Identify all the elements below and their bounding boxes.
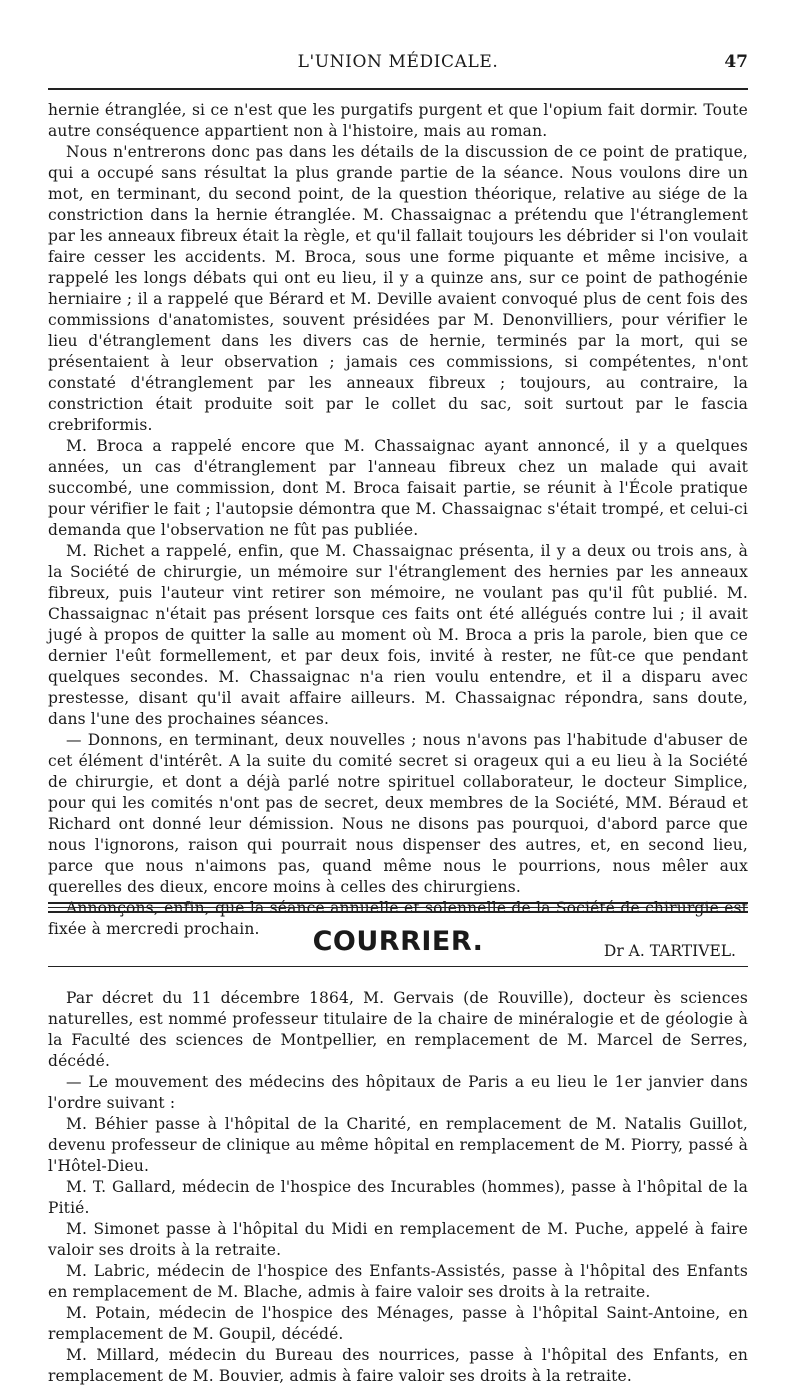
article-paragraph: hernie étranglée, si ce n'est que les purgatifs purgent et que l'opium fait dormir. Toute autre conséquence appartient non à l'histoire, mais au roman. [48, 101, 748, 140]
courrier-paragraph: M. T. Gallard, médecin de l'hospice des Incurables (hommes), passe à l'hôpital de la Pitié. [48, 1178, 748, 1217]
courrier-rule [48, 966, 748, 967]
page-header [48, 50, 748, 80]
courrier-heading: COURRIER. [312, 926, 484, 957]
article-section [48, 100, 748, 960]
courrier-paragraph: — Le mouvement des médecins des hôpitaux de Paris a eu lieu le 1er janvier dans l'ordre suivant : [48, 1073, 748, 1112]
header-rule [48, 88, 748, 90]
article-paragraph: M. Richet a rappelé, enfin, que M. Chassaignac présenta, il y a deux ou trois ans, à la Société de chirurgie, un mémoire sur l'étranglement des hernies par les anneaux fibreux, puis l'auteur vint retirer son mémoire, ne voulant pas qu'il fût publié. M. Chassaignac n'était pas présent lorsque ces faits ont été allégués contre lui ; il avait jugé à propos de quitter la salle au moment où M. Broca a pris la parole, bien que ce dernier l'eût formellement, et par deux fois, invité à rester, ne fût-ce que pendant quelques secondes. M. Chassaignac n'a rien voulu entendre, et il a disparu avec prestesse, disant qu'il avait affaire ailleurs. M. Chassaignac répondra, sans doute, dans l'une des prochaines séances. [48, 542, 748, 728]
author-signature: Dr A. TARTIVEL. [603, 942, 736, 960]
courrier-paragraph: M. Béhier passe à l'hôpital de la Charité, en remplacement de M. Natalis Guillot, devenu professeur de clinique au même hôpital en remplacement de M. Piorry, passé à l'Hôtel-Dieu. [48, 1115, 748, 1175]
article-paragraph: Nous n'entrerons donc pas dans les détails de la discussion de ce point de pratique, qui a occupé sans résultat la plus grande partie de la séance. Nous voulons dire un mot, en terminant, du second point, de la question théorique, relative au siége de la constriction dans la hernie étranglée. M. Chassaignac a prétendu que l'étranglement par les anneaux fibreux était la règle, et qu'il fallait toujours les débrider si l'on voulait faire cesser les accidents. M. Broca, sous une forme piquante et même incisive, a rappelé les longs débats qui ont eu lieu, il y a quinze ans, sur ce point de pathogénie herniaire ; il a rappelé que Bérard et M. Deville avaient convoqué plus de cent fois des commissions d'anatomistes, souvent présidées par M. Denonvilliers, pour vérifier le lieu d'étranglement dans les divers cas de hernie, terminés par la mort, qui se présentaient à leur observation ; jamais ces commissions, si compétentes, n'ont constaté d'étranglement par les anneaux fibreux ; toujours, au contraire, la constriction était produite soit par le collet du sac, soit surtout par le fascia crebriformis. [48, 143, 748, 434]
courrier-paragraph: M. Labric, médecin de l'hospice des Enfants-Assistés, passe à l'hôpital des Enfants en remplacement de M. Blache, admis à faire valoir ses droits à la retraite. [48, 1262, 748, 1301]
page-number: 47 [724, 52, 748, 72]
courrier-paragraph: Par décret du 11 décembre 1864, M. Gervais (de Rouville), docteur ès sciences naturelles, est nommé professeur titulaire de la chaire de minéralogie et de géologie à la Faculté des sciences de Montpellier, en remplacement de M. Marcel de Serres, décédé. [48, 989, 748, 1070]
section-separator [48, 902, 748, 913]
courrier-paragraph: M. Potain, médecin de l'hospice des Ménages, passe à l'hôpital Saint-Antoine, en remplacement de M. Goupil, décédé. [48, 1304, 748, 1343]
courrier-section [48, 988, 748, 1387]
running-title: L'UNION MÉDICALE. [297, 52, 499, 72]
courrier-paragraph: M. Millard, médecin du Bureau des nourrices, passe à l'hôpital des Enfants, en remplacement de M. Bouvier, admis à faire valoir ses droits à la retraite. [48, 1346, 748, 1385]
article-paragraph: — Donnons, en terminant, deux nouvelles ; nous n'avons pas l'habitude d'abuser de cet élément d'intérêt. A la suite du comité secret si orageux qui a eu lieu à la Société de chirurgie, et dont a déjà parlé notre spirituel collaborateur, le docteur Simplice, pour qui les comités n'ont pas de secret, deux membres de la Société, MM. Béraud et Richard ont donné leur démission. Nous ne disons pas pourquoi, d'abord parce que nous l'ignorons, raison qui pourrait nous dispenser des autres, et, en second lieu, parce que nous n'aimons pas, quand même nous le pourrions, nous mêler aux querelles des dieux, encore moins à celles des chirurgiens. [48, 731, 748, 896]
article-paragraph: M. Broca a rappelé encore que M. Chassaignac ayant annoncé, il y a quelques années, un cas d'étranglement par l'anneau fibreux chez un malade qui avait succombé, une commission, dont M. Broca faisait partie, se réunit à l'École pratique pour vérifier le fait ; l'autopsie démontra que M. Chassaignac s'était trompé, et celui-ci demanda que l'observation ne fût pas publiée. [48, 437, 748, 539]
article-paragraph: Annonçons, enfin, que la séance annuelle et solennelle de la Société de chirurgie est fixée à mercredi prochain. [48, 899, 748, 938]
courrier-paragraph: M. Simonet passe à l'hôpital du Midi en remplacement de M. Puche, appelé à faire valoir ses droits à la retraite. [48, 1220, 748, 1259]
